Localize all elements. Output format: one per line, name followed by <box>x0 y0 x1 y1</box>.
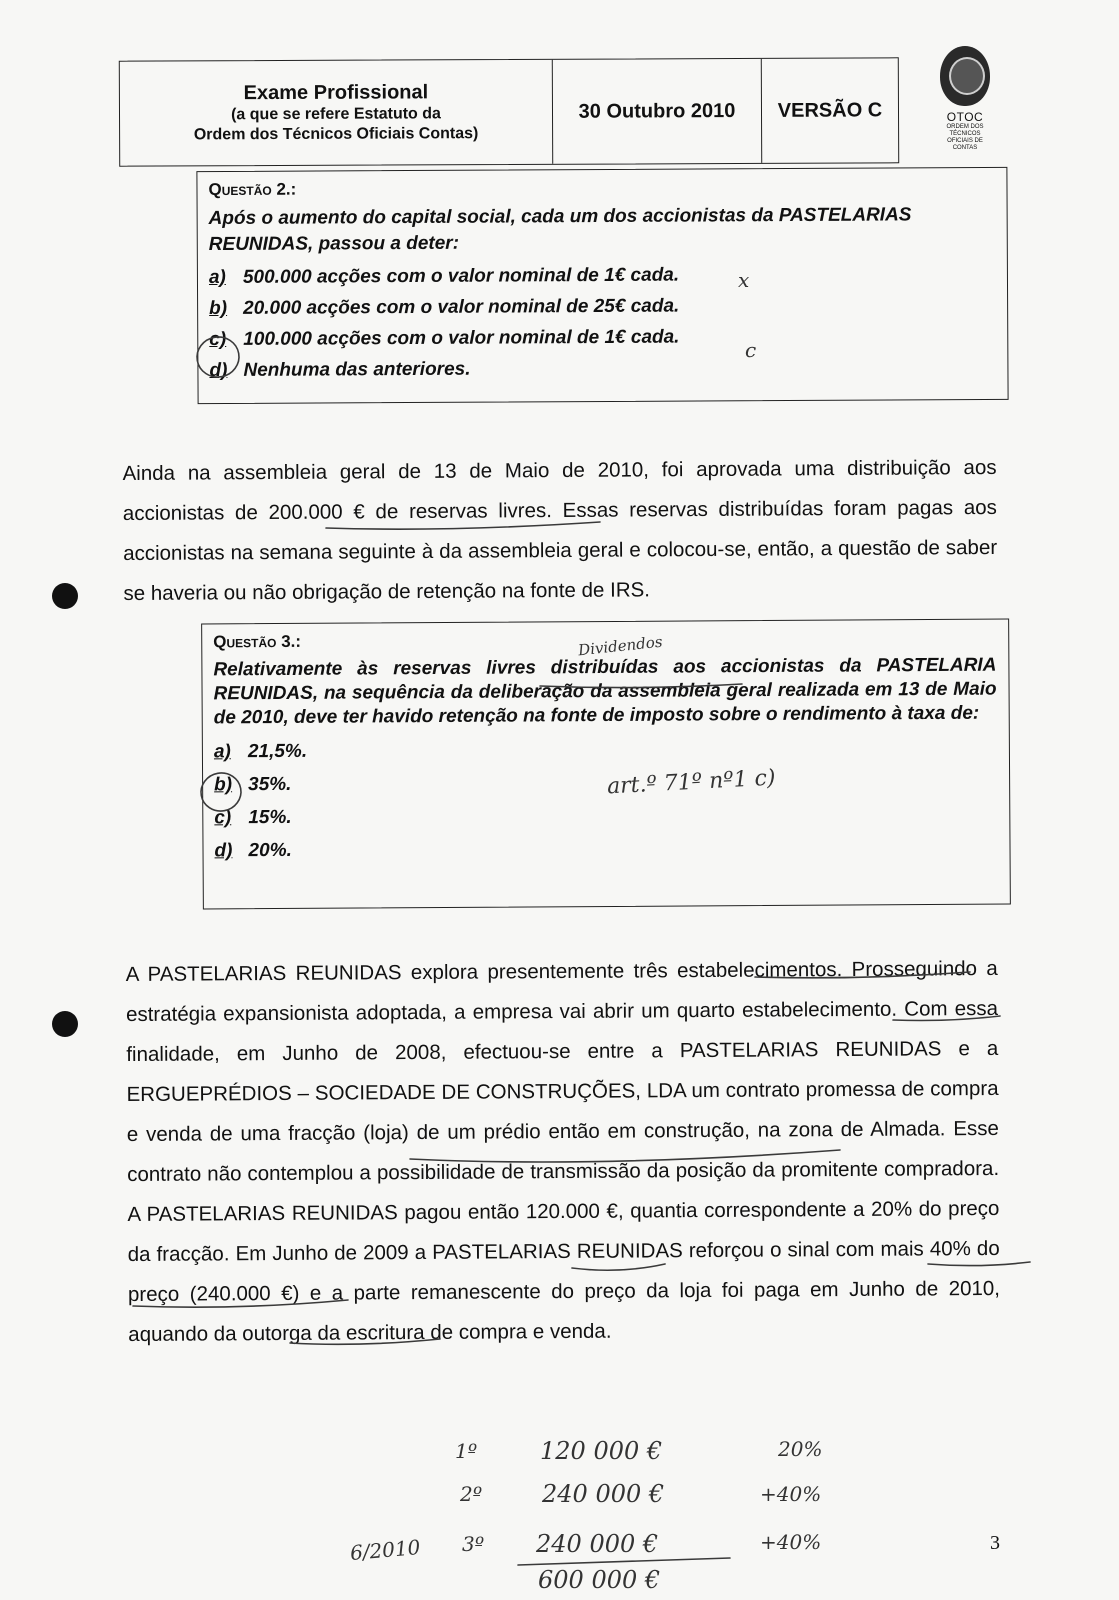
exam-version-cell <box>762 58 898 163</box>
calc-row3-ord: 3º <box>462 1532 485 1556</box>
exam-date: 30 Outubro 2010 <box>578 99 736 123</box>
logo-sub-1: ORDEM DOS TÉCNICOS <box>946 124 984 137</box>
calc-total: 600 000 € <box>538 1566 661 1594</box>
paragraph-2: A PASTELARIAS REUNIDAS explora presentemente três estabelecimentos. Prosseguindo a estratégia expansionista adoptada, a empresa vai abrir um quarto estabelecimento. Com essa finalidade, em Junho de 2008, efectuou-se entre a PASTELARIAS REUNIDAS e a ERGUEPRÉDIOS – SOCIEDADE DE CONSTRUÇÕES, LDA um contrato promessa de compra e venda de uma fracção (loja) de um prédio então em construção, na zona de Almada. Esse contrato não contemplou a possibilidade de transmissão da posição da promitente compradora. A PASTELARIAS REUNIDAS pagou então 120.000 €, quantia correspondente a 20% do preço da fracção. Em Junho de 2009 a PASTELARIAS REUNIDAS reforçou o sinal com mais 40% do preço (240.000 €) e a parte remanescente do preço da loja foi paga em Junho de 2010, aquando da outorga da escritura de compra e venda. <box>125 956 1001 1347</box>
question-3-box <box>201 619 1011 910</box>
page-number: 3 <box>990 1532 1000 1554</box>
calc-row3-date: 6/2010 <box>349 1534 422 1566</box>
exam-version: VERSÃO C <box>777 98 883 122</box>
punch-hole-1 <box>52 583 78 609</box>
paragraph-1: Ainda na assembleia geral de 13 de Maio de 2010, foi aprovada uma distribuição aos accionistas de 200.000 € de reservas livres. Essas reservas distribuídas foram pagas aos accionistas na semana seguinte à da assembleia geral e colocou-se, então, a questão de saber se haveria ou não obrigação de retenção na fonte de IRS. <box>122 455 998 606</box>
q2-option-b: b) 20.000 acções com o valor nominal de 25€ cada. <box>209 295 680 320</box>
calc-row3-amount: 240 000 € <box>536 1530 659 1558</box>
question-3-text: Relativamente às reservas livres distribuídas aos accionistas da PASTELARIA REUNIDAS, na sequência da deliberação da assembleia geral realizada em 13 de Maio de 2010, deve ter havido retenção na fonte de imposto sobre o rendimento à taxa de: <box>213 654 997 729</box>
hand-note-dividendos: Dividendos <box>577 632 664 660</box>
question-2-label: Questão 2.: <box>208 179 297 200</box>
seal-icon <box>940 46 990 106</box>
calc-row1-amount: 120 000 € <box>540 1437 663 1465</box>
q3-option-b: b) 35%. <box>214 773 292 796</box>
exam-title: Exame Profissional <box>243 80 429 104</box>
hand-mark-q2c: c <box>745 338 757 362</box>
hand-note-article: art.º 71º nº1 c) <box>606 765 777 800</box>
question-3-label: Questão 3.: <box>213 631 302 652</box>
calc-row1-pct: 20% <box>778 1437 823 1461</box>
q3-option-d: d) 20%. <box>214 839 292 862</box>
q2-option-d: d) Nenhuma das anteriores. <box>209 358 471 382</box>
calc-row1-ord: 1º <box>455 1439 478 1463</box>
calc-total-line <box>518 1558 730 1565</box>
calc-row3-pct: +40% <box>760 1530 822 1554</box>
calc-row2-pct: +40% <box>760 1482 822 1506</box>
q2-option-c: c) 100.000 acções com o valor nominal de 1€ cada. <box>209 326 680 351</box>
logo-name: OTOC <box>946 110 984 124</box>
q3-option-c: c) 15%. <box>214 806 292 829</box>
exam-date-cell <box>553 59 762 164</box>
exam-subtitle-1: (a que se refere Estatuto da <box>231 104 441 123</box>
exam-subtitle-2: Ordem dos Técnicos Oficiais Contas) <box>193 124 479 143</box>
otoc-logo <box>935 46 995 152</box>
exam-title-cell <box>120 60 553 166</box>
logo-sub-2: OFICIAIS DE CONTAS <box>947 138 983 151</box>
calc-row2-ord: 2º <box>460 1482 483 1506</box>
question-2-box <box>196 167 1008 404</box>
exam-header-table <box>119 57 899 166</box>
q2-option-a: a) 500.000 acções com o valor nominal de 1€ cada. <box>208 264 680 289</box>
hand-mark-q2a: x <box>738 268 750 292</box>
punch-hole-2 <box>52 1011 78 1037</box>
question-2-text: Após o aumento do capital social, cada um dos accionistas da PASTELARIAS REUNIDAS, passou a deter: <box>208 204 912 256</box>
calc-row2-amount: 240 000 € <box>542 1480 665 1508</box>
q3-option-a: a) 21,5%. <box>213 740 308 763</box>
